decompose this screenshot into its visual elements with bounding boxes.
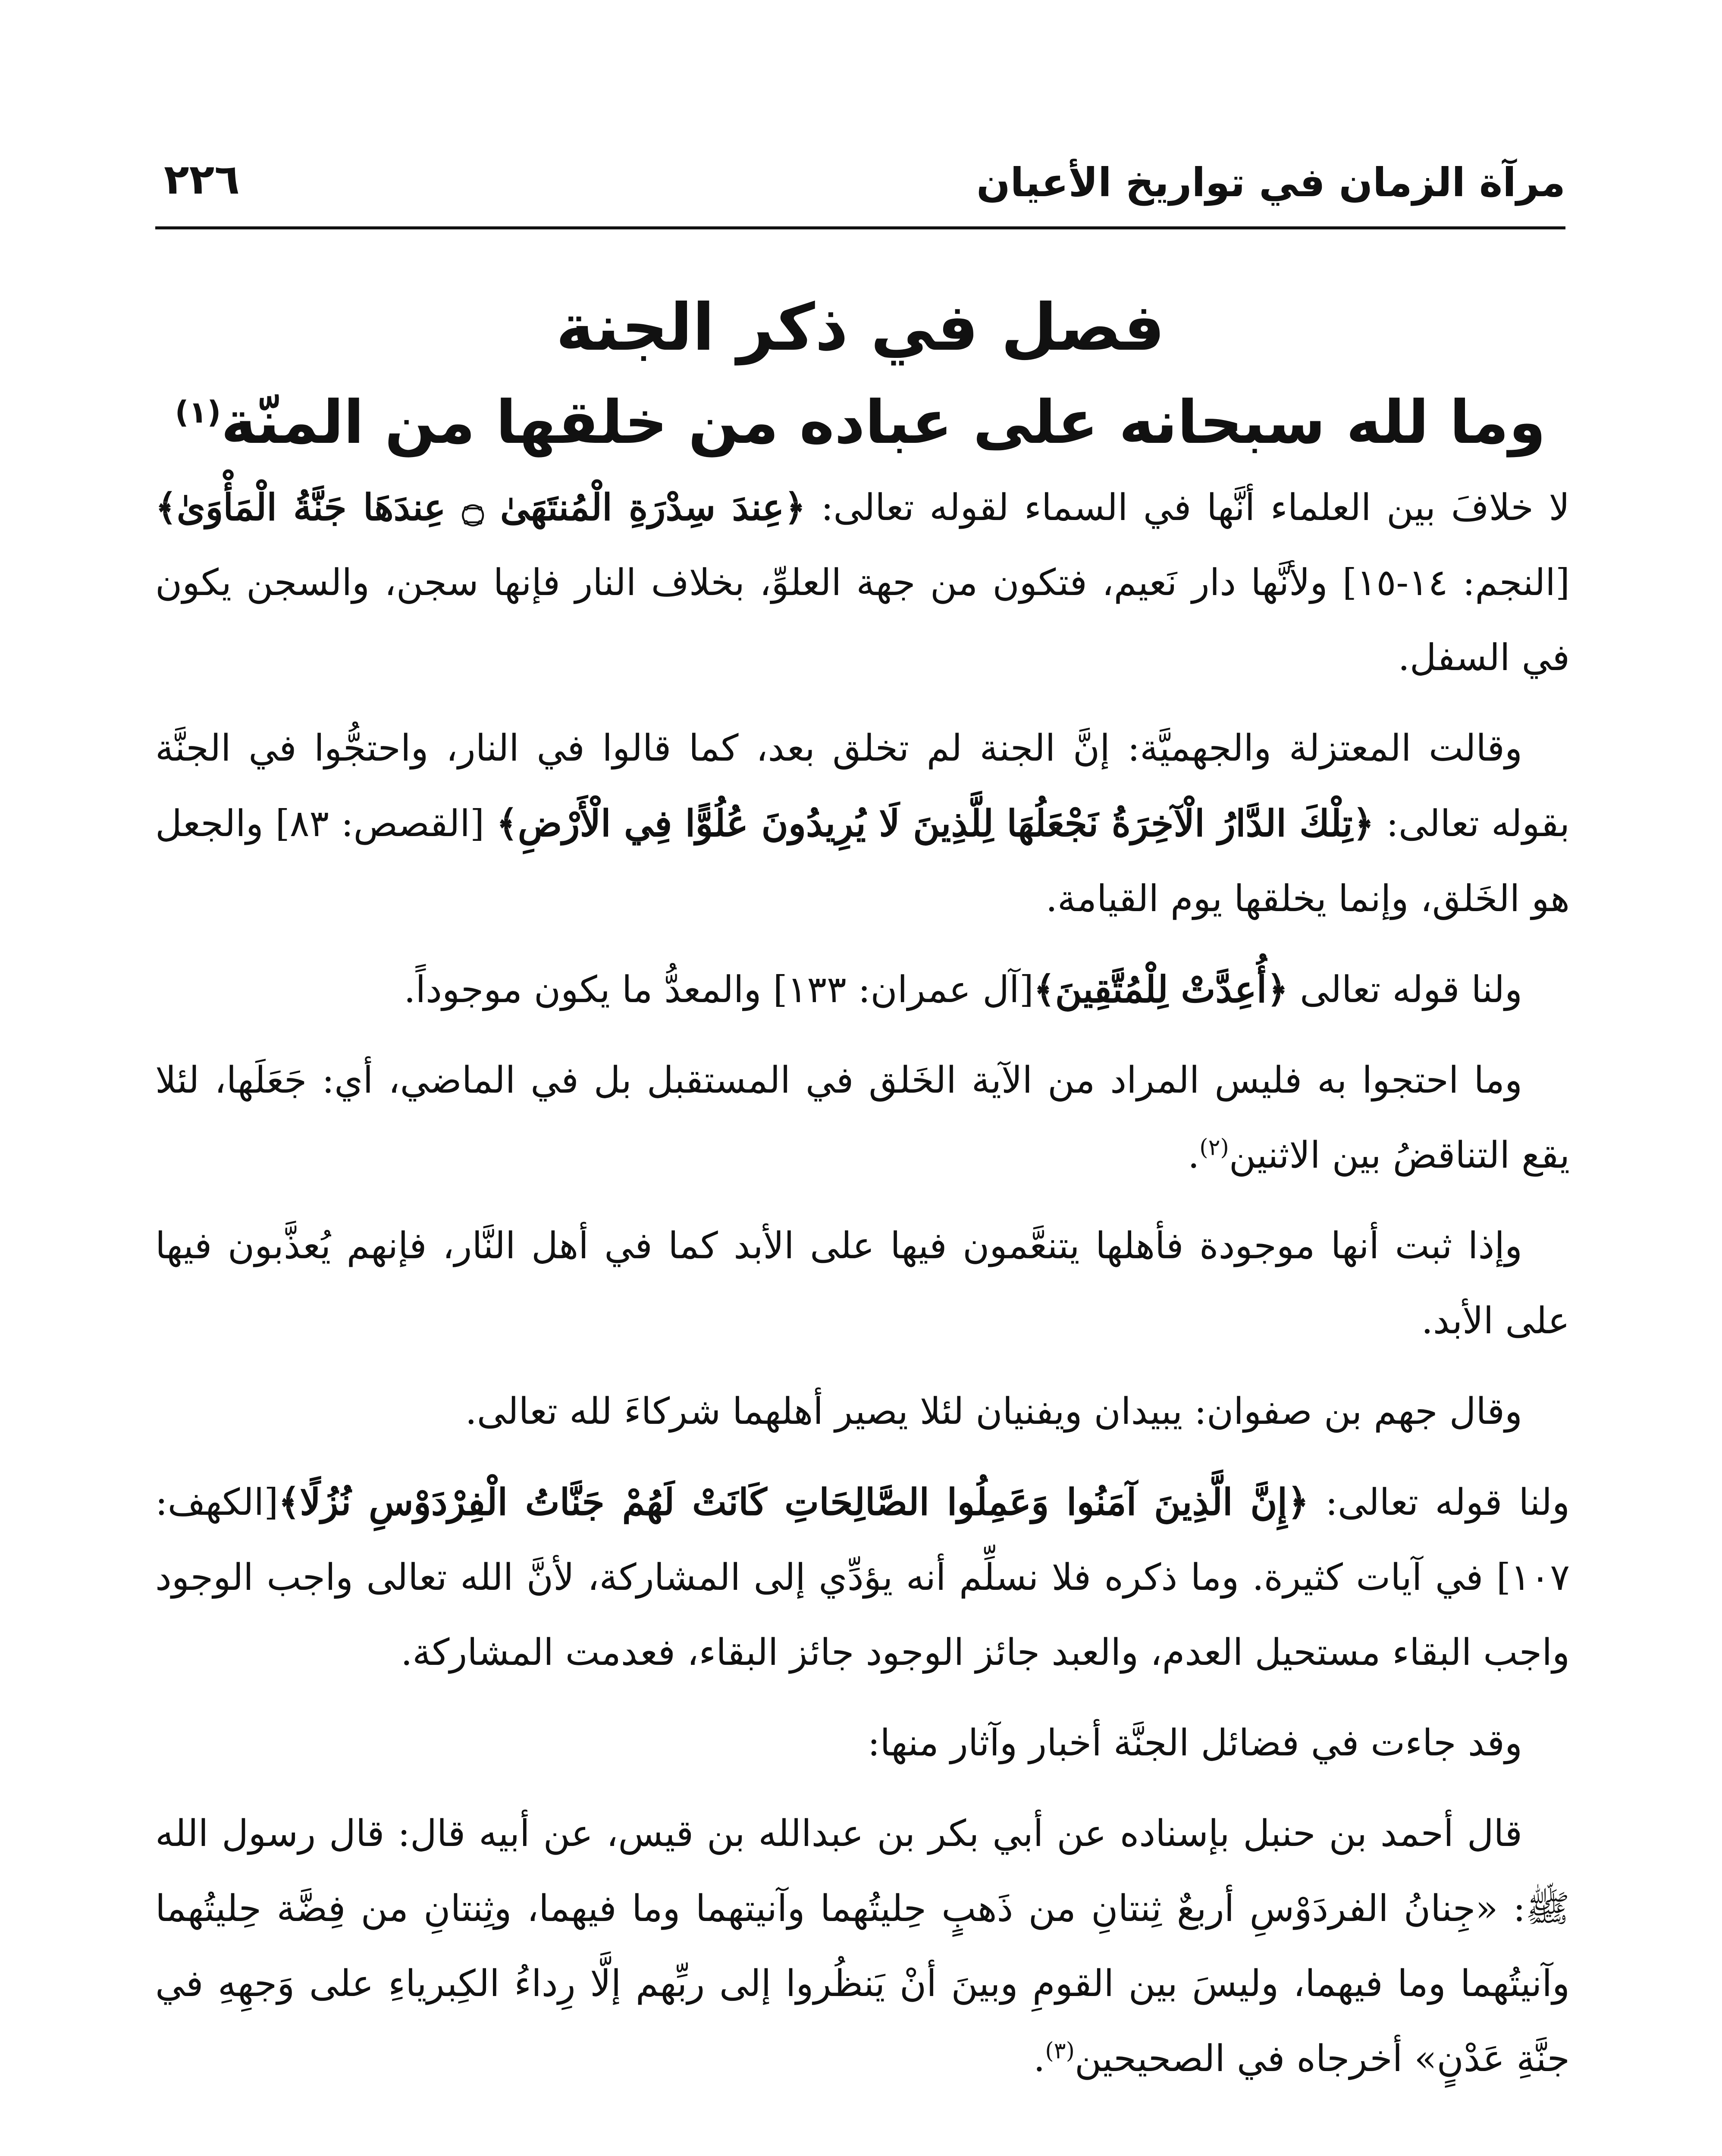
body-text xyxy=(155,470,1570,2112)
footnote-marker: (١) xyxy=(175,395,221,430)
paragraph-text: [الكهف: ١٠٧] في آيات كثيرة. وما ذكره فلا نسلِّم أنه يؤدِّي إلى المشاركة، لأنَّ الله تعالى واجب الوجود واجب البقاء مستحيل العدم، والعبد جائز الوجود جائز البقاء، فعدمت المشاركة. xyxy=(155,1481,1570,1674)
paragraph xyxy=(155,1465,1570,1690)
paragraph-text: ولنا قوله تعالى: xyxy=(1309,1481,1570,1524)
paragraph-text: لا خلافَ بين العلماء أنَّها في السماء لقوله تعالى: xyxy=(806,486,1570,529)
paragraph-text: وقال جهم بن صفوان: يبيدان ويفنيان لئلا يصير أهلهما شركاءَ لله تعالى. xyxy=(465,1390,1522,1433)
paragraph xyxy=(155,470,1570,696)
paragraph-text: . xyxy=(1188,1134,1200,1177)
paragraph-text: وإذا ثبت أنها موجودة فأهلها يتنعَّمون فيها على الأبد كما في أهل النَّار، فإنهم يُعذَّبون فيها على الأبد. xyxy=(155,1225,1570,1342)
paragraph-text: وقد جاءت في فضائل الجنَّة أخبار وآثار منها: xyxy=(867,1722,1522,1764)
paragraph xyxy=(155,1209,1570,1359)
paragraph-text: [القصص: ٨٣] والجعل هو الخَلق، وإنما يخلقها يوم القيامة. xyxy=(155,802,1570,920)
paragraph-text: . xyxy=(1033,2037,1045,2080)
heading-line-2 xyxy=(155,375,1565,470)
paragraph xyxy=(155,1043,1570,1193)
running-title: مرآة الزمان في تواريخ الأعيان xyxy=(976,160,1565,206)
footnote-marker: (٣) xyxy=(1045,2038,1075,2064)
paragraph xyxy=(155,1796,1570,2096)
paragraph-text: ولنا قوله تعالى xyxy=(1288,968,1522,1011)
heading-line-2-text: وما لله سبحانه على عباده من خلقها من المنّة xyxy=(221,388,1546,457)
page-header xyxy=(155,142,1565,229)
heading-line-1: فصل في ذكر الجنة xyxy=(555,290,1165,365)
paragraph xyxy=(155,952,1570,1028)
paragraph-text: وما احتجوا به فليس المراد من الآية الخَلق في المستقبل بل في الماضي، أي: جَعَلَها، لئلا يقع التناقضُ بين الاثنين xyxy=(155,1059,1570,1177)
quran-verse: ﴿تِلْكَ الدَّارُ الْآخِرَةُ نَجْعَلُهَا لِلَّذِينَ لَا يُرِيدُونَ عُلُوًّا فِي الْأَرْضِ﴾ xyxy=(496,802,1374,845)
quran-verse: ﴿إِنَّ الَّذِينَ آمَنُوا وَعَمِلُوا الصَّالِحَاتِ كَانَتْ لَهُمْ جَنَّاتُ الْفِرْدَوْسِ نُزُلًا﴾ xyxy=(278,1481,1309,1524)
paragraph xyxy=(155,711,1570,937)
section-heading xyxy=(155,280,1565,470)
quran-verse: ﴿أُعِدَّتْ لِلْمُتَّقِينَ﴾ xyxy=(1033,968,1289,1011)
paragraph-text: وقالت المعتزلة والجهميَّة: إنَّ الجنة لم تخلق بعد، كما قالوا في النار، واحتجُّوا في الجنَّة بقوله تعالى: xyxy=(155,727,1570,845)
paragraph-text: [النجم: ١٤-١٥] ولأنَّها دار نَعيم، فتكون من جهة العلوِّ، بخلاف النار فإنها سجن، والسجن يكون في السفل. xyxy=(155,561,1570,679)
paragraph-text: [آل عمران: ١٣٣] والمعدُّ ما يكون موجوداً. xyxy=(404,968,1034,1011)
quran-verse: ﴿عِندَ سِدْرَةِ الْمُنتَهَىٰ ۝ عِندَهَا جَنَّةُ الْمَأْوَىٰ﴾ xyxy=(155,486,806,529)
paragraph xyxy=(155,1374,1570,1449)
paragraph xyxy=(155,1706,1570,1781)
footnote-marker: (٢) xyxy=(1199,1134,1229,1161)
header-rule xyxy=(155,226,1565,229)
page-number: ٢٢٦ xyxy=(164,155,240,204)
paragraph-text: قال أحمد بن حنبل بإسناده عن أبي بكر بن عبدالله بن قيس، عن أبيه قال: قال رسول الله ﷺ: «جِنانُ الفردَوْسِ أربعٌ ثِنتانِ من ذَهبٍ حِليتُهما وآنيتهما وما فيهما، وثِنتانِ من فِضَّة حِليتُهما وآنيتُهما وما فيهما، وليسَ بين القومِ وبينَ أنْ يَنظُروا إلى ربِّهم إلَّا رِداءُ الكِبرياءِ على وَجهِهِ في جنَّةِ عَدْنٍ» أخرجاه في الصحيحين xyxy=(155,1812,1570,2080)
